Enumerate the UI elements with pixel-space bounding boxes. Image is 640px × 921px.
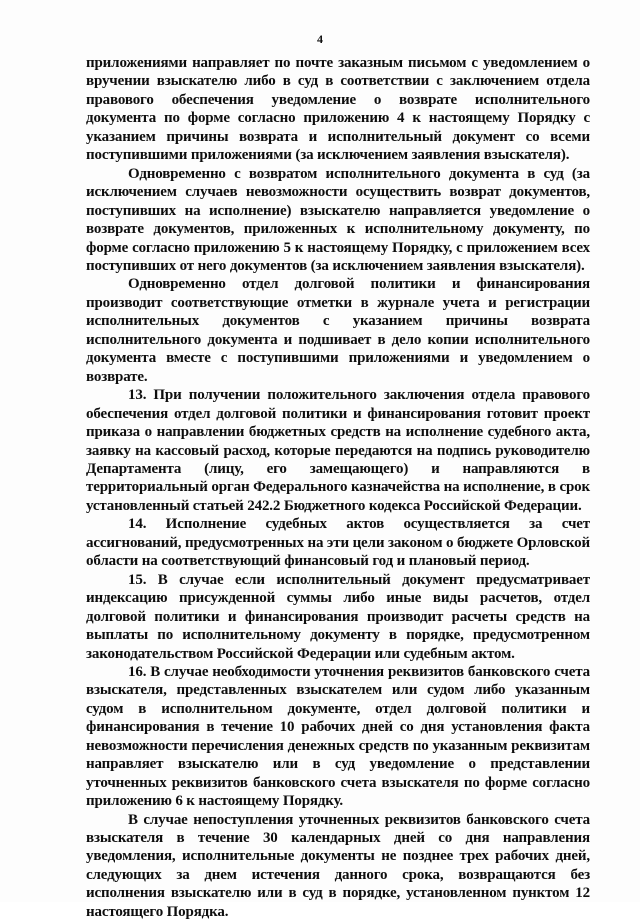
paragraph-return-to-court: Одновременно с возвратом исполнительного документа в суд (за исключением случаев невозможности осуществить возврат документов, поступивших на исполнение) взыскателю направляется уведомление о возврате документов, приложенных к исполнительному документу, по форме согласно приложению 5 к настоящему Порядку, с приложением всех поступивших от него документов (за исключением заявления взыскателя). [86, 165, 590, 274]
paragraph-item-14: 14. Исполнение судебных актов осуществляется за счет ассигнований, предусмотренных на эти цели законом о бюджете Орловской области на соответствующий финансовый год и плановый период. [86, 516, 590, 570]
paragraph-continuation: приложениями направляет по почте заказным письмом с уведомлением о вручении взыскателю либо в суд в соответствии с заключением отдела правового обеспечения уведомление о возврате исполнительного документа по форме согласно приложению 4 к настоящему Порядку с указанием причины возврата и исполнительный документ со всеми поступившими приложениями (за исключением заявления взыскателя). [86, 55, 590, 164]
page-number: 4 [317, 32, 323, 46]
document-body [86, 54, 590, 921]
paragraph-item-16: 16. В случае необходимости уточнения реквизитов банковского счета взыскателя, представленных взыскателем или судом либо указанным судом в исполнительном документе, отдел долговой политики и финансирования в течение 10 рабочих дней со дня установления факта невозможности перечисления денежных средств по указанным реквизитам направляет взыскателю или в суд уведомление о представлении уточненных реквизитов банковского счета взыскателя по форме согласно приложению 6 к настоящему Порядку. [86, 663, 590, 810]
paragraph-journal-marks: Одновременно отдел долговой политики и финансирования производит соответствующие отметки в журнале учета и регистрации исполнительных документов с указанием причины возврата исполнительного документа и подшивает в дело копии исполнительного документа вместе с поступившими приложениями и уведомлением о возврате. [86, 276, 590, 385]
paragraph-no-details-received: В случае непоступления уточненных реквизитов банковского счета взыскателя в течение 30 календарных дней со дня направления уведомления, исполнительные документы не позднее трех рабочих дней, следующих за днем истечения данного срока, возвращаются без исполнения взыскателю или в суд в порядке, установленном пунктом 12 настоящего Порядка. [86, 811, 590, 920]
paragraph-item-15: 15. В случае если исполнительный документ предусматривает индексацию присужденной суммы либо иные виды расчетов, отдел долговой политики и финансирования производит расчеты средств на выплаты по исполнительному документу в порядке, предусмотренном законодательством Российской Федерации или судебным актом. [86, 571, 590, 662]
paragraph-item-13: 13. При получении положительного заключения отдела правового обеспечения отдел долговой политики и финансирования готовит проект приказа о направлении бюджетных средств на исполнение судебного акта, заявку на кассовый расход, которые передаются на подпись руководителю Департамента (лицу, его замещающего) и направляются в территориальный орган Федерального казначейства на исполнение, в срок установленный статьей 242.2 Бюджетного кодекса Российской Федерации. [86, 387, 590, 514]
